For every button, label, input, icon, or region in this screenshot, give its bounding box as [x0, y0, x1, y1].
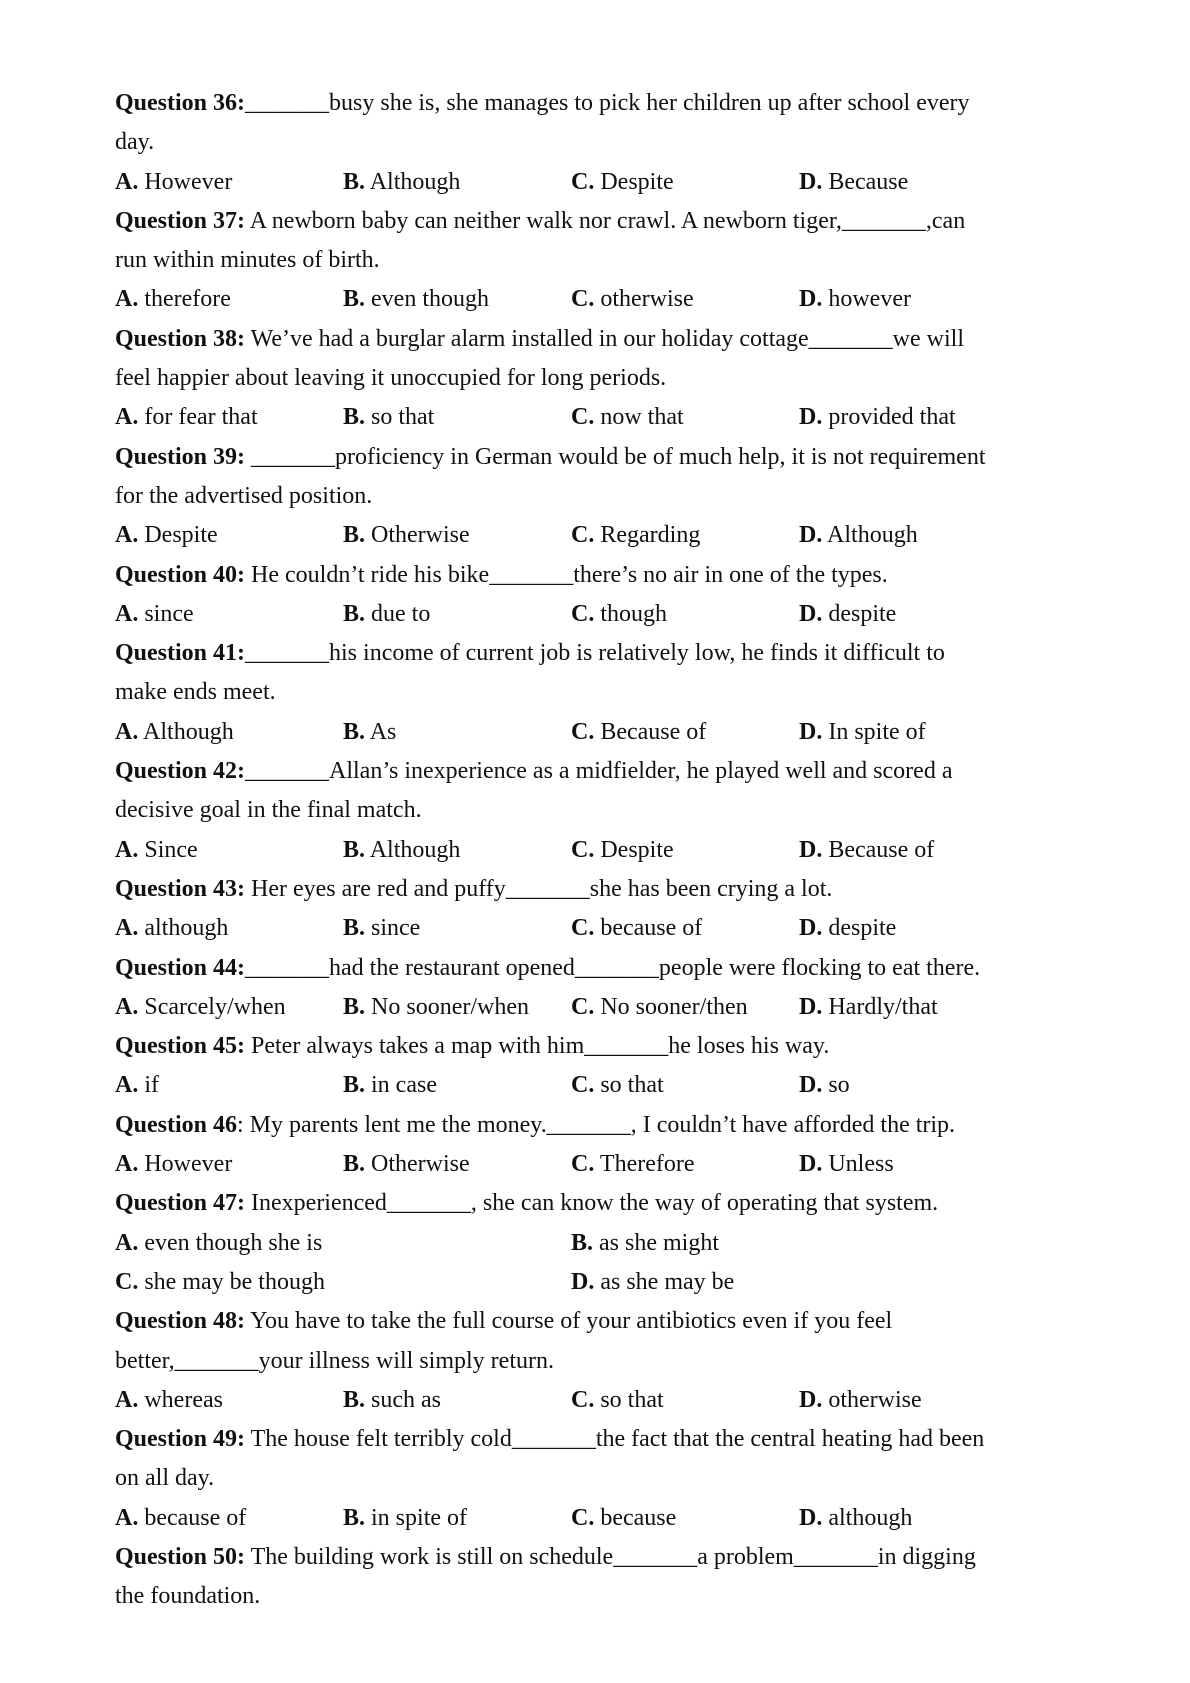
option-text: although	[138, 915, 229, 942]
option-text: Because	[822, 168, 909, 195]
option-text: otherwise	[594, 286, 694, 313]
option-letter: B.	[343, 404, 366, 431]
option-text: Despite	[594, 836, 674, 863]
option-letter: B.	[343, 993, 366, 1020]
option-text: in spite of	[365, 1504, 468, 1531]
question-block	[115, 1184, 1075, 1302]
question-number: Question 45:	[115, 1033, 246, 1060]
answer-option[interactable]	[343, 163, 460, 202]
answer-option[interactable]	[115, 713, 234, 752]
question-text: Peter always takes a map with him_______he loses his way.	[245, 1033, 830, 1060]
question-text: _______had the restaurant opened_______people were flocking to eat there.	[245, 954, 981, 981]
option-text: despite	[822, 600, 897, 627]
question-text: Her eyes are red and puffy_______she has been crying a lot.	[245, 875, 833, 902]
question-number: Question 37:	[115, 207, 246, 234]
option-text: Since	[138, 836, 198, 863]
question-block	[115, 1027, 1075, 1106]
option-letter: C.	[571, 718, 595, 745]
question-block	[115, 634, 1075, 752]
answer-option[interactable]	[115, 1263, 325, 1302]
option-text: for fear that	[138, 404, 258, 431]
option-text: because of	[594, 915, 703, 942]
option-text: she may be though	[138, 1268, 325, 1295]
options-row	[115, 1224, 1075, 1263]
option-text: Therefore	[594, 1151, 695, 1178]
option-text: despite	[822, 915, 897, 942]
answer-option[interactable]	[343, 1381, 441, 1420]
answer-option[interactable]	[571, 831, 674, 870]
answer-option[interactable]	[115, 516, 218, 555]
question-text: Inexperienced_______, she can know the way of operating that system.	[245, 1190, 939, 1217]
option-letter: D.	[799, 993, 823, 1020]
question-block	[115, 320, 1075, 438]
option-text: whereas	[138, 1386, 223, 1413]
option-text: in case	[365, 1072, 437, 1099]
question-text: decisive goal in the final match.	[115, 797, 422, 824]
option-text: Otherwise	[365, 1151, 470, 1178]
option-letter: D.	[799, 600, 823, 627]
answer-option[interactable]	[343, 909, 420, 948]
answer-option[interactable]	[343, 1499, 467, 1538]
answer-option[interactable]	[799, 516, 918, 555]
answer-option[interactable]	[571, 595, 667, 634]
option-letter: D.	[799, 836, 823, 863]
question-text: : My parents lent me the money._______, I couldn’t have afforded the trip.	[237, 1111, 956, 1138]
answer-option[interactable]	[799, 1381, 922, 1420]
option-letter: B.	[343, 600, 366, 627]
answer-option[interactable]	[115, 1499, 246, 1538]
option-letter: C.	[571, 993, 595, 1020]
question-line	[115, 1184, 1075, 1223]
question-text: The building work is still on schedule_______a problem_______in digging	[245, 1543, 976, 1570]
option-letter: A.	[115, 1072, 139, 1099]
answer-option[interactable]	[115, 909, 228, 948]
answer-option[interactable]	[799, 909, 896, 948]
option-text: No sooner/then	[594, 993, 748, 1020]
question-line	[115, 1302, 1075, 1341]
options-row	[115, 909, 1075, 948]
option-letter: A.	[115, 836, 139, 863]
options-row	[115, 1381, 1075, 1420]
question-number: Question 43:	[115, 875, 246, 902]
question-text: day.	[115, 129, 155, 156]
answer-option[interactable]	[343, 280, 489, 319]
options-row	[115, 988, 1075, 1027]
option-text: due to	[365, 600, 431, 627]
question-block	[115, 1538, 1075, 1617]
question-number: Question 49:	[115, 1426, 246, 1453]
question-number: Question 41:	[115, 640, 246, 667]
question-line	[115, 673, 1075, 712]
answer-option[interactable]	[571, 1145, 695, 1184]
answer-option[interactable]	[115, 595, 194, 634]
answer-option[interactable]	[571, 516, 700, 555]
option-text: Although	[365, 836, 461, 863]
answer-option[interactable]	[115, 1066, 159, 1105]
answer-option[interactable]	[571, 1381, 664, 1420]
answer-option[interactable]	[571, 1066, 664, 1105]
option-letter: C.	[571, 1072, 595, 1099]
answer-option[interactable]	[115, 280, 231, 319]
question-block	[115, 870, 1075, 949]
option-letter: B.	[571, 1229, 594, 1256]
question-number: Question 36:	[115, 90, 246, 116]
question-block	[115, 1302, 1075, 1420]
question-text: _______busy she is, she manages to pick her children up after school every	[245, 90, 970, 116]
question-line	[115, 556, 1075, 595]
option-text: Regarding	[594, 522, 701, 549]
answer-option[interactable]	[571, 280, 694, 319]
option-letter: D.	[799, 915, 823, 942]
answer-option[interactable]	[115, 1224, 322, 1263]
question-number: Question 48:	[115, 1308, 246, 1335]
answer-option[interactable]	[799, 280, 911, 319]
question-text: _______Allan’s inexperience as a midfielder, he played well and scored a	[245, 758, 953, 785]
answer-option[interactable]	[115, 988, 286, 1027]
answer-option[interactable]	[571, 1224, 719, 1263]
answer-option[interactable]	[799, 163, 908, 202]
answer-option[interactable]	[571, 713, 706, 752]
question-text: We’ve had a burglar alarm installed in our holiday cottage_______we will	[245, 325, 964, 352]
option-text: though	[594, 600, 668, 627]
answer-option[interactable]	[799, 595, 896, 634]
question-number: Question 47:	[115, 1190, 246, 1217]
question-text: make ends meet.	[115, 679, 276, 706]
question-line	[115, 320, 1075, 359]
question-text: feel happier about leaving it unoccupied for long periods.	[115, 365, 667, 392]
answer-option[interactable]	[115, 163, 232, 202]
option-text: Although	[365, 168, 461, 195]
question-text: _______his income of current job is relatively low, he finds it difficult to	[245, 640, 945, 667]
question-line	[115, 1342, 1075, 1381]
option-text: however	[822, 286, 911, 313]
option-letter: B.	[343, 1151, 366, 1178]
question-line	[115, 1420, 1075, 1459]
answer-option[interactable]	[799, 988, 938, 1027]
answer-option[interactable]	[343, 1066, 437, 1105]
question-text: A newborn baby can neither walk nor crawl. A newborn tiger,_______,can	[245, 207, 966, 234]
worksheet-page	[115, 84, 1075, 1617]
question-block	[115, 202, 1075, 320]
option-letter: C.	[571, 404, 595, 431]
option-text: if	[138, 1072, 160, 1099]
question-line	[115, 1027, 1075, 1066]
option-letter: C.	[571, 1151, 595, 1178]
options-row	[115, 163, 1075, 202]
options-row	[115, 1499, 1075, 1538]
option-text: so that	[594, 1386, 664, 1413]
option-letter: A.	[115, 1151, 139, 1178]
question-line	[115, 477, 1075, 516]
option-text: because	[594, 1504, 677, 1531]
question-line	[115, 123, 1075, 162]
option-letter: D.	[799, 718, 823, 745]
option-text: Despite	[138, 522, 218, 549]
option-text: because of	[138, 1504, 247, 1531]
question-line	[115, 1459, 1075, 1498]
option-text: so	[822, 1072, 850, 1099]
question-number: Question 46	[115, 1111, 238, 1138]
option-letter: D.	[799, 1386, 823, 1413]
option-letter: A.	[115, 915, 139, 942]
question-line	[115, 1577, 1075, 1616]
option-text: as she may be	[594, 1268, 735, 1295]
option-letter: C.	[115, 1268, 139, 1295]
question-line	[115, 438, 1075, 477]
answer-option[interactable]	[343, 516, 470, 555]
option-letter: D.	[799, 1504, 823, 1531]
answer-option[interactable]	[343, 988, 529, 1027]
option-text: However	[138, 168, 233, 195]
option-letter: B.	[343, 286, 366, 313]
option-letter: C.	[571, 836, 595, 863]
option-text: so that	[594, 1072, 664, 1099]
option-letter: B.	[343, 718, 366, 745]
options-row	[115, 516, 1075, 555]
option-text: as she might	[593, 1229, 720, 1256]
question-text: The house felt terribly cold_______the fact that the central heating had been	[245, 1426, 985, 1453]
answer-option[interactable]	[115, 831, 198, 870]
option-text: now that	[594, 404, 684, 431]
options-row	[115, 398, 1075, 437]
question-number: Question 50:	[115, 1543, 246, 1570]
option-letter: D.	[799, 286, 823, 313]
option-letter: B.	[343, 915, 366, 942]
question-line	[115, 202, 1075, 241]
option-letter: D.	[799, 1072, 823, 1099]
question-number: Question 39:	[115, 443, 246, 470]
question-line	[115, 752, 1075, 791]
option-letter: A.	[115, 600, 139, 627]
question-number: Question 40:	[115, 561, 246, 588]
answer-option[interactable]	[799, 1499, 912, 1538]
option-text: Although	[822, 522, 918, 549]
answer-option[interactable]	[343, 831, 460, 870]
question-number: Question 38:	[115, 325, 246, 352]
option-text: Despite	[594, 168, 674, 195]
option-letter: A.	[115, 286, 139, 313]
option-letter: C.	[571, 600, 595, 627]
answer-option[interactable]	[799, 831, 934, 870]
question-block	[115, 84, 1075, 202]
question-line	[115, 1106, 1075, 1145]
question-number: Question 42:	[115, 758, 246, 785]
option-letter: A.	[115, 168, 139, 195]
answer-option[interactable]	[571, 1499, 676, 1538]
question-block	[115, 752, 1075, 870]
answer-option[interactable]	[115, 1145, 232, 1184]
option-letter: B.	[343, 1072, 366, 1099]
option-text: Unless	[822, 1151, 894, 1178]
question-number: Question 44:	[115, 954, 246, 981]
option-letter: A.	[115, 718, 139, 745]
answer-option[interactable]	[571, 163, 674, 202]
option-letter: D.	[571, 1268, 595, 1295]
option-text: therefore	[138, 286, 231, 313]
option-letter: A.	[115, 404, 139, 431]
question-line	[115, 634, 1075, 673]
option-letter: B.	[343, 168, 366, 195]
option-text: provided that	[822, 404, 956, 431]
option-letter: C.	[571, 168, 595, 195]
option-text: even though she is	[138, 1229, 323, 1256]
option-letter: D.	[799, 168, 823, 195]
answer-option[interactable]	[115, 1381, 223, 1420]
question-line	[115, 1538, 1075, 1577]
option-text: since	[138, 600, 194, 627]
option-text: Scarcely/when	[138, 993, 286, 1020]
options-row	[115, 713, 1075, 752]
options-row	[115, 595, 1075, 634]
question-text: the foundation.	[115, 1583, 261, 1610]
option-text: In spite of	[822, 718, 926, 745]
question-text: _______proficiency in German would be of much help, it is not requirement	[245, 443, 986, 470]
option-text: otherwise	[822, 1386, 922, 1413]
option-letter: C.	[571, 522, 595, 549]
option-letter: A.	[115, 522, 139, 549]
option-letter: A.	[115, 1504, 139, 1531]
question-line	[115, 241, 1075, 280]
option-text: As	[365, 718, 397, 745]
options-row	[115, 1263, 1075, 1302]
option-text: Otherwise	[365, 522, 470, 549]
question-line	[115, 949, 1075, 988]
question-block	[115, 438, 1075, 556]
option-text: since	[365, 915, 421, 942]
answer-option[interactable]	[115, 398, 258, 437]
option-letter: A.	[115, 993, 139, 1020]
option-letter: C.	[571, 1504, 595, 1531]
options-row	[115, 1066, 1075, 1105]
option-letter: B.	[343, 1504, 366, 1531]
question-line	[115, 791, 1075, 830]
question-line	[115, 870, 1075, 909]
option-letter: A.	[115, 1229, 139, 1256]
answer-option[interactable]	[343, 713, 396, 752]
option-text: so that	[365, 404, 435, 431]
option-letter: C.	[571, 1386, 595, 1413]
option-text: Hardly/that	[822, 993, 938, 1020]
options-row	[115, 831, 1075, 870]
option-letter: B.	[343, 1386, 366, 1413]
answer-option[interactable]	[571, 988, 748, 1027]
answer-option[interactable]	[799, 1066, 850, 1105]
answer-option[interactable]	[343, 595, 430, 634]
answer-option[interactable]	[571, 1263, 734, 1302]
question-text: run within minutes of birth.	[115, 247, 380, 274]
option-letter: C.	[571, 286, 595, 313]
options-row	[115, 280, 1075, 319]
answer-option[interactable]	[799, 398, 956, 437]
answer-option[interactable]	[571, 398, 684, 437]
question-text: on all day.	[115, 1465, 215, 1492]
option-text: Because of	[594, 718, 707, 745]
answer-option[interactable]	[799, 713, 926, 752]
option-text: No sooner/when	[365, 993, 529, 1020]
question-text: He couldn’t ride his bike_______there’s no air in one of the types.	[245, 561, 888, 588]
option-letter: B.	[343, 836, 366, 863]
question-text: You have to take the full course of your antibiotics even if you feel	[245, 1308, 893, 1335]
question-block	[115, 1420, 1075, 1538]
answer-option[interactable]	[571, 909, 702, 948]
answer-option[interactable]	[799, 1145, 894, 1184]
option-letter: B.	[343, 522, 366, 549]
option-letter: C.	[571, 915, 595, 942]
option-letter: D.	[799, 522, 823, 549]
answer-option[interactable]	[343, 1145, 470, 1184]
option-letter: D.	[799, 404, 823, 431]
option-text: even though	[365, 286, 489, 313]
option-text: such as	[365, 1386, 441, 1413]
option-letter: A.	[115, 1386, 139, 1413]
question-block	[115, 1106, 1075, 1185]
question-block	[115, 556, 1075, 635]
option-text: Although	[138, 718, 234, 745]
question-line	[115, 84, 1075, 123]
question-line	[115, 359, 1075, 398]
question-text: for the advertised position.	[115, 482, 373, 509]
question-block	[115, 949, 1075, 1028]
option-text: although	[822, 1504, 913, 1531]
answer-option[interactable]	[343, 398, 434, 437]
option-text: However	[138, 1151, 233, 1178]
options-row	[115, 1145, 1075, 1184]
option-letter: D.	[799, 1151, 823, 1178]
question-text: better,_______your illness will simply return.	[115, 1347, 554, 1374]
option-text: Because of	[822, 836, 935, 863]
